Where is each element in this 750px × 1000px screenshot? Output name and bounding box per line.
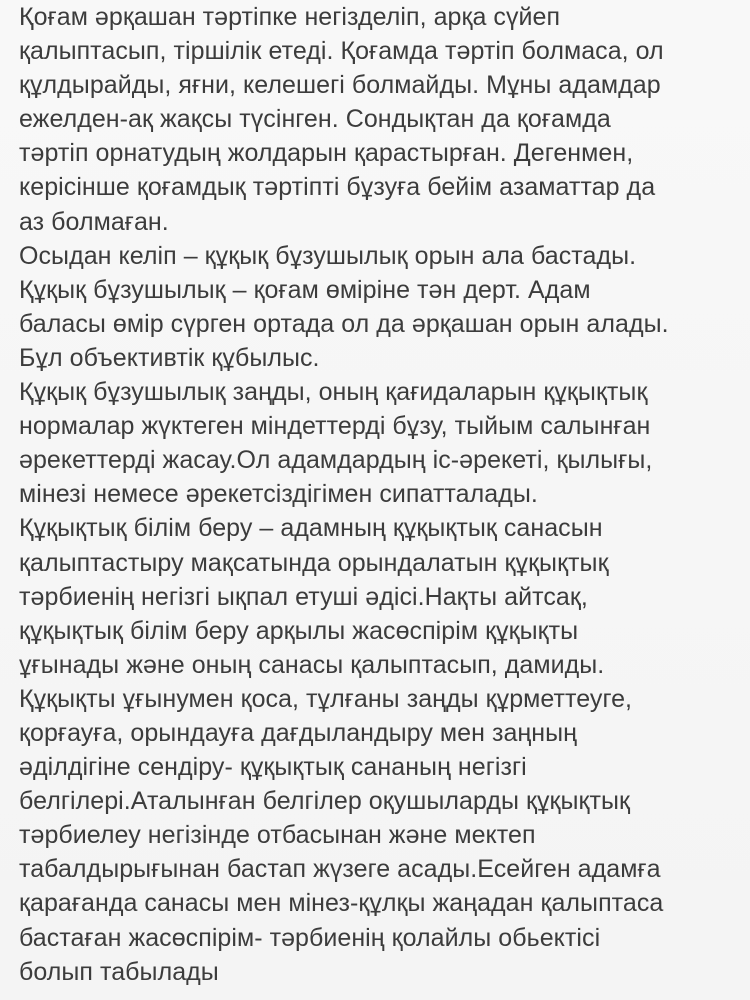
text-line: қорғауға, орындауға дағдыландыру мен заңның <box>19 718 577 747</box>
text-line: нормалар жүктеген міндеттерді бұзу, тыйым салынған <box>19 412 651 441</box>
text-line: тәрбиелеу негізінде отбасынан және мектеп <box>19 821 536 850</box>
text-line: Құқық бұзушылық заңды, оның қағидаларын құқықтық <box>19 378 648 407</box>
text-line: баласы өмір сүрген ортада ол да әрқашан орын алады. <box>19 309 669 338</box>
text-line: тәртіп орнатудың жолдарын қарастырған. Дегенмен, <box>19 139 634 168</box>
text-line: белгілері.Аталынған белгілер оқушыларды құқықтық <box>19 787 631 816</box>
text-line: бастаған жасөспірім- тәрбиенің қолайлы обьектісі <box>19 923 601 952</box>
text-line: қалыптастыру мақсатында орындалатын құқықтық <box>19 548 609 577</box>
text-line: Құқық бұзушылық – қоғам өміріне тән дерт. Адам <box>19 275 591 304</box>
document-text <box>19 0 749 989</box>
text-line: құлдырайды, яғни, келешегі болмайды. Мұны адамдар <box>19 71 661 100</box>
text-line: Осыдан келіп – құқық бұзушылық орын ала бастады. <box>19 241 637 270</box>
text-line: әділдігіне сендіру- құқықтық сананың негізгі <box>19 753 527 782</box>
text-line: құқықтық білім беру арқылы жасөспірім құқықты <box>19 616 579 645</box>
text-line: Қоғам әрқашан тәртіпке негізделіп, арқа сүйеп <box>19 3 561 31</box>
text-line: аз болмаған. <box>19 207 169 236</box>
text-line: ұғынады және оның санасы қалыптасып, дамиды. <box>19 650 605 679</box>
text-line: мінезі немесе әрекетсіздігімен сипатталады. <box>19 480 538 509</box>
text-line: қалыптасып, тіршілік етеді. Қоғамда тәртіп болмаса, ол <box>19 37 664 66</box>
text-line: Бұл объективтік құбылыс. <box>19 343 320 372</box>
text-line: Құқықтық білім беру – адамның құқықтық санасын <box>19 514 603 543</box>
text-line: әрекеттерді жасау.Ол адамдардың іс-әрекеті, қылығы, <box>19 446 653 475</box>
text-line: қарағанда санасы мен мінез-құлқы жаңадан қалыптаса <box>19 889 664 918</box>
text-line: ежелден-ақ жақсы түсінген. Сондықтан да қоғамда <box>19 105 611 134</box>
text-line: Құқықты ұғынумен қоса, тұлғаны заңды құрметтеуге, <box>19 684 633 713</box>
text-line: тәрбиенің негізгі ықпал етуші әдісі.Нақты айтсақ, <box>19 582 588 611</box>
text-line: болып табылады <box>19 957 219 986</box>
text-line: табалдырығынан бастап жүзеге асады.Есейген адамға <box>19 855 661 884</box>
text-line: керісінше қоғамдық тәртіпті бұзуға бейім азаматтар да <box>19 173 656 202</box>
